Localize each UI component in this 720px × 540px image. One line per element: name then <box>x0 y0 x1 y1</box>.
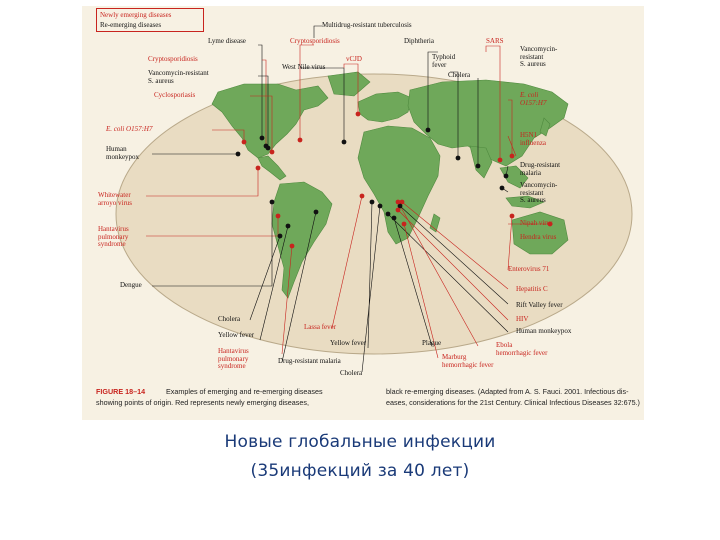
newly-emerging-point <box>290 244 295 249</box>
newly-emerging-point <box>402 222 407 227</box>
label-lyme-disease: Lyme disease <box>208 37 246 45</box>
label-ebola: Ebola hemorrhagic fever <box>496 341 548 357</box>
reemerging-point <box>392 216 397 221</box>
caption-left-line-2: showing points of origin. Red represents newly emerging diseases, <box>96 398 309 407</box>
reemerging-point <box>370 200 375 205</box>
label-hiv: HIV <box>516 315 529 323</box>
label-human-monkeypox-right: Human monkeypox <box>516 327 572 335</box>
reemerging-point <box>260 136 265 141</box>
newly-emerging-point <box>298 138 303 143</box>
label-hantavirus-left: Hantavirus pulmonary syndrome <box>98 225 129 248</box>
label-plague: Plague <box>422 339 442 347</box>
label-vcjd: vCJD <box>346 55 362 63</box>
reemerging-point <box>456 156 461 161</box>
reemerging-point <box>386 212 391 217</box>
label-diphtheria: Diphtheria <box>404 37 434 45</box>
label-ecoli-left: E. coli O157:H7 <box>106 125 153 133</box>
reemerging-point <box>342 140 347 145</box>
caption-right-line-2: eases, considerations for the 21st Century. Clinical Infectious Diseases 32:675.) <box>386 398 640 407</box>
label-h5n1-influenza: H5N1 influenza <box>520 131 547 147</box>
label-marburg: Marburg hemorrhagic fever <box>442 353 494 369</box>
slide-subtitle: (35инфекций за 40 лет) <box>250 461 470 481</box>
label-yellow-fever-left: Yellow fever <box>218 331 255 339</box>
reemerging-point <box>286 224 291 229</box>
legend-box <box>96 8 204 32</box>
label-whitewater-arroyo-virus: Whitewater arroyo virus <box>98 191 133 207</box>
label-cholera-top: Cholera <box>448 71 471 79</box>
reemerging-point <box>378 204 383 209</box>
label-cryptosporidiosis-top: Cryptosporidiosis <box>290 37 340 45</box>
reemerging-point <box>266 146 271 151</box>
newly-emerging-point <box>256 166 261 171</box>
label-hepatitis-c: Hepatitis C <box>516 285 548 293</box>
label-cholera-last: Cholera <box>340 369 363 377</box>
reemerging-point <box>270 200 275 205</box>
label-cyclosporiasis: Cyclosporiasis <box>154 91 196 99</box>
newly-emerging-point <box>498 158 503 163</box>
newly-emerging-point <box>360 194 365 199</box>
newly-emerging-point <box>510 214 515 219</box>
label-hendra-virus: Hendra virus <box>520 233 557 241</box>
label-hantavirus-bottom: Hantavirus pulmonary syndrome <box>218 347 249 370</box>
reemerging-point <box>500 186 505 191</box>
caption-right-line-1: black re-emerging diseases. (Adapted from A. S. Fauci. 2001. Infectious dis- <box>386 387 629 396</box>
label-nipah-virus: Nipah virus <box>520 219 553 227</box>
label-drug-resistant-malaria-right: Drug-resistant malaria <box>520 161 561 177</box>
label-typhoid-fever: Typhoid fever <box>432 53 456 69</box>
newly-emerging-point <box>356 112 361 117</box>
reemerging-point <box>476 164 481 169</box>
newly-emerging-point <box>396 208 401 213</box>
label-mdr-tuberculosis: Multidrug-resistant tuberculosis <box>322 21 412 29</box>
caption-left-line-1: Examples of emerging and re-emerging diseases <box>166 387 323 396</box>
label-yellow-fever-bottom: Yellow fever <box>330 339 367 347</box>
label-cholera-bottom: Cholera <box>218 315 241 323</box>
reemerging-point <box>426 128 431 133</box>
label-dengue: Dengue <box>120 281 142 289</box>
label-human-monkeypox-left: Human monkeypox <box>106 145 140 161</box>
newly-emerging-point <box>510 154 515 159</box>
slide-title: Новые глобальные инфекции <box>224 432 496 452</box>
legend-newly-emerging: Newly emerging diseases <box>100 11 172 19</box>
label-lassa-fever: Lassa fever <box>304 323 337 331</box>
reemerging-point <box>236 152 241 157</box>
newly-emerging-point <box>396 200 401 205</box>
reemerging-point <box>314 210 319 215</box>
label-ecoli-right: E. coli O157:H7 <box>520 91 547 107</box>
label-rift-valley-fever: Rift Valley fever <box>516 301 563 309</box>
label-cryptosporidiosis-left: Cryptosporidiosis <box>148 55 198 63</box>
label-drug-resistant-malaria-bottom: Drug-resistant malaria <box>278 357 341 365</box>
label-vancomycin-resistant-top: Vancomycin- resistant S. aureus <box>520 45 558 68</box>
legend-reemerging: Re-emerging diseases <box>100 21 162 29</box>
world-map-figure <box>82 6 644 420</box>
figure-label: FIGURE 18–14 <box>96 387 146 396</box>
label-vancomycin-resistant-right: Vancomycin- resistant S. aureus <box>520 181 558 204</box>
label-vancomycin-resistant-left: Vancomycin-resistant S. aureus <box>148 69 209 85</box>
reemerging-point <box>504 174 509 179</box>
newly-emerging-point <box>276 214 281 219</box>
label-enterovirus-71: Enterovirus 71 <box>508 265 550 273</box>
reemerging-point <box>278 234 283 239</box>
label-sars: SARS <box>486 37 504 45</box>
newly-emerging-point <box>242 140 247 145</box>
label-west-nile-virus: West Nile virus <box>282 63 326 71</box>
newly-emerging-point <box>270 150 275 155</box>
